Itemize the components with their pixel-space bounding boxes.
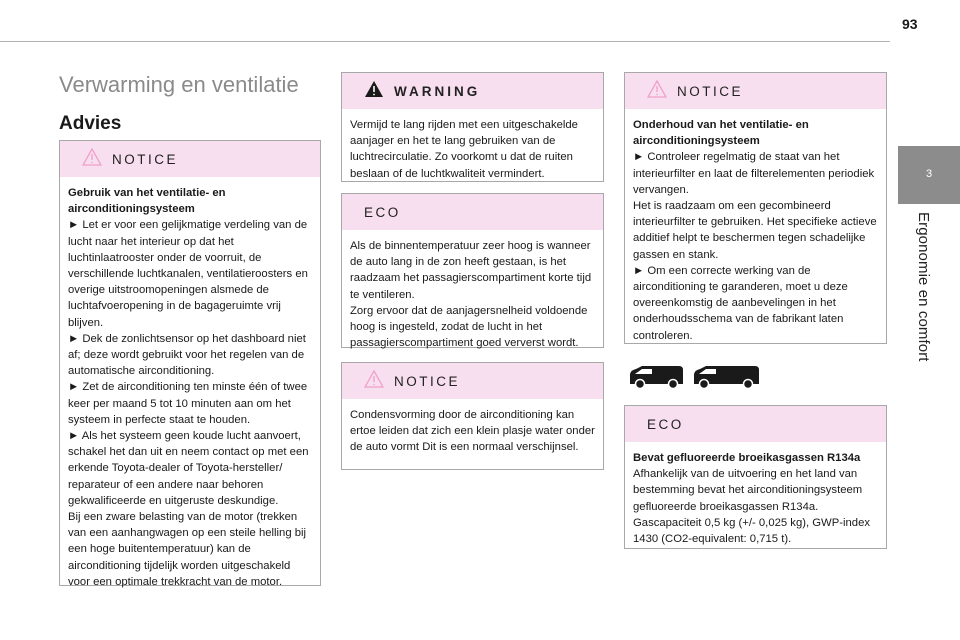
eco-label: ECO <box>647 416 684 432</box>
notice-body <box>625 109 886 350</box>
notice-line: ► Let er voor een gelijkmatige verdeling van de lucht naar het interieur op dat het luchtinlaatrooster onder de voorruit, de verschillende luchtkanalen, ventilatieroosters en overige uitstroomopeningen alsmede de luchtafvoeropening in de bagageruimte vrij blijven. <box>68 219 308 329</box>
notice-title: Onderhoud van het ventilatie- en airconditioningsysteem <box>633 119 809 148</box>
eco-text: Afhankelijk van de uitvoering en het land van bestemming bevat het airconditioningsysteem gefluoreerde broeikasgassen R134a. Gascapaciteit 0,5 kg (+/- 0,025 kg), GWP-index 1430 (CO2-equivalent: 0,715 t). <box>633 468 871 546</box>
notice-line: ► Om een correcte werking van de airconditioning te garanderen, moet u deze overeenkomstig de aanbevelingen in het onderhoudsschema van de fabrikant laten controleren. <box>633 264 848 342</box>
warning-label: WARNING <box>394 83 481 99</box>
warning-box <box>341 72 604 182</box>
notice-title: Gebruik van het ventilatie- en airconditioningsysteem <box>68 187 226 216</box>
notice-line: ► Zet de airconditioning ten minste één of twee keer per maand 5 tot 10 minuten aan om het systeem in perfecte staat te houden. <box>68 381 308 426</box>
notice-line: Het is raadzaam om een gecombineerd interieurfilter te gebruiken. Het specifieke actieve additief helpt te beschermen tegen schadelijke gassen en stank. <box>633 200 877 261</box>
notice-box-condensation <box>341 362 604 470</box>
van-long-icon <box>691 364 761 395</box>
warning-triangle-icon <box>647 80 667 103</box>
page-number: 93 <box>902 16 918 32</box>
warning-triangle-icon <box>364 80 384 103</box>
chapter-number: 3 <box>925 168 933 180</box>
notice-header <box>60 141 320 177</box>
eco-title: Bevat gefluoreerde broeikasgassen R134a <box>633 452 861 464</box>
notice-line: ► Controleer regelmatig de staat van het interieurfilter en laat de filterelementen periodiek vervangen. <box>633 151 875 196</box>
warning-triangle-icon <box>82 148 102 171</box>
notice-body <box>342 399 603 462</box>
eco-line: Zorg ervoor dat de aanjagersnelheid voldoende hoog is ingesteld, zodat de lucht in het passagierscompartiment goed ververst wordt. <box>350 304 588 350</box>
chapter-title: Ergonomie en comfort <box>915 212 932 362</box>
eco-body <box>625 442 886 553</box>
notice-label: NOTICE <box>112 151 179 167</box>
page-title: Verwarming en ventilatie <box>59 72 299 97</box>
notice-line: ► Als het systeem geen koude lucht aanvoert, schakel het dan uit en neem contact op met een erkende Toyota-dealer of Toyota-hersteller/ reparateur of een andere naar behoren gekwalificeerde en uitgeruste deskundige. <box>68 430 309 507</box>
warning-text: Vermijd te lang rijden met een uitgeschakelde aanjager en het te lang gebruiken van de luchtrecirculatie. Zo voorkomt u dat de ruiten beslaan of de luchtkwaliteit vermindert. <box>350 119 578 180</box>
notice-box-usage <box>59 140 321 586</box>
warning-header <box>342 73 603 109</box>
eco-body <box>342 230 603 357</box>
eco-label: ECO <box>364 204 401 220</box>
vehicle-variants <box>627 364 761 395</box>
van-short-icon <box>627 364 685 395</box>
notice-body <box>60 177 320 596</box>
eco-line: Als de binnentemperatuur zeer hoog is wanneer de auto lang in de zon heeft gestaan, is het raadzaam het passagierscompartiment korte tijd te ventileren. <box>350 240 592 301</box>
notice-text: Condensvorming door de airconditioning kan ertoe leiden dat zich een klein plasje water onder de auto vormt Dit is een normaal verschijnsel. <box>350 409 595 454</box>
section-title: Advies <box>59 113 122 134</box>
notice-header <box>342 363 603 399</box>
eco-box-ventilate <box>341 193 604 348</box>
warning-body <box>342 109 603 188</box>
notice-label: NOTICE <box>394 373 461 389</box>
eco-box-refrigerant <box>624 405 887 549</box>
notice-line: Bij een zware belasting van de motor (trekken van een aanhangwagen op een steile helling bij een hoge buitentemperatuur) kan de airconditioning tijdelijk worden uitgeschakeld voor een optimale trekkracht van de motor. <box>68 511 307 588</box>
eco-header <box>625 406 886 442</box>
warning-triangle-icon <box>364 370 384 393</box>
top-rule <box>0 41 890 42</box>
notice-line: ► Dek de zonlichtsensor op het dashboard niet af; deze wordt gebruikt voor het regelen van de automatische airconditioning. <box>68 332 306 378</box>
notice-label: NOTICE <box>677 83 744 99</box>
eco-header <box>342 194 603 230</box>
notice-box-maintenance <box>624 72 887 344</box>
notice-header <box>625 73 886 109</box>
